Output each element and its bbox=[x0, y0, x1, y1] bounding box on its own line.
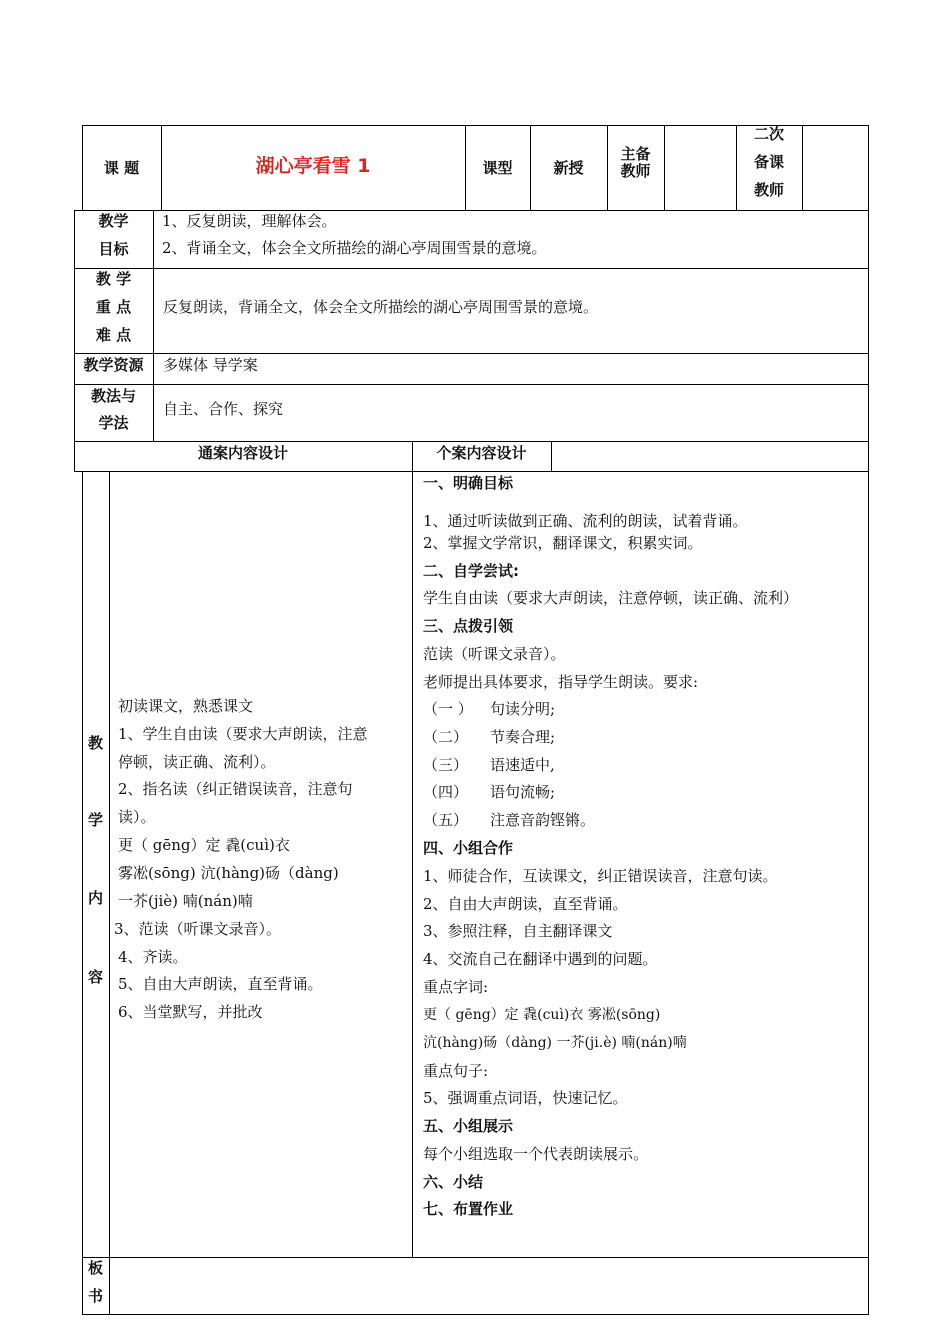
common-line: 4、齐读。 bbox=[118, 948, 188, 966]
section-item: 3、参照注释，自主翻译课文 bbox=[423, 922, 613, 940]
content-label: 内 bbox=[87, 889, 103, 907]
common-line: 5、自由大声朗读，直至背诵。 bbox=[118, 975, 323, 993]
common-design-header: 通案内容设计 bbox=[197, 444, 288, 462]
methods-label: 教法与 bbox=[90, 387, 136, 405]
requirement-number: （五） bbox=[423, 811, 469, 829]
section-heading: 一、明确目标 bbox=[423, 474, 514, 492]
rule bbox=[82, 1314, 869, 1315]
content-label: 教 bbox=[87, 734, 103, 752]
goal-item: 2、背诵全文，体会全文所描绘的湖心亭周围雪景的意境。 bbox=[162, 239, 547, 257]
section-item: 范读（听课文录音）。 bbox=[423, 645, 566, 663]
resources-text: 多媒体 导学案 bbox=[163, 356, 258, 374]
section-item: 重点句子: bbox=[423, 1062, 489, 1080]
rule bbox=[82, 1257, 869, 1258]
common-line: 更（ gēng）定 毳(cuì)衣 bbox=[118, 836, 290, 854]
common-line: 2、指名读（纠正错误读音，注意句 bbox=[118, 780, 353, 798]
goals-label: 目标 bbox=[98, 240, 129, 258]
common-line: 停顿，读正确、流利）。 bbox=[118, 753, 276, 771]
common-line: 一芥(jiè) 喃(nán)喃 bbox=[118, 892, 253, 910]
common-line: 6、当堂默写，并批改 bbox=[118, 1003, 263, 1021]
rule bbox=[153, 210, 154, 442]
section-item: 更（ gēng）定 毳(cuì)衣 雾凇(sōng) bbox=[423, 1007, 661, 1023]
section-item: 5、强调重点词语，快速记忆。 bbox=[423, 1089, 628, 1107]
section-item: 沆(hàng)砀（dàng) 一芥(ji.è) 喃(nán)喃 bbox=[423, 1035, 687, 1051]
requirement-number: （一 ） bbox=[423, 700, 473, 718]
content-label: 容 bbox=[87, 968, 103, 986]
section-item: 学生自由读（要求大声朗读，注意停顿，读正确、流利） bbox=[423, 589, 799, 607]
key-points-text: 反复朗读，背诵全文，体会全文所描绘的湖心亭周围雪景的意境。 bbox=[163, 298, 599, 316]
common-line: 3、范读（听课文录音）。 bbox=[114, 920, 282, 938]
section-heading: 五、小组展示 bbox=[423, 1117, 514, 1135]
section-item: 2、掌握文学常识，翻译课文，积累实词。 bbox=[423, 534, 703, 552]
type-value: 新授 bbox=[553, 159, 584, 177]
board-label: 书 bbox=[87, 1287, 103, 1305]
content-label: 学 bbox=[87, 811, 103, 829]
section-heading: 三、点拨引领 bbox=[423, 617, 514, 635]
common-line: 雾凇(sōng) 沆(hàng)砀（dàng) bbox=[118, 864, 339, 882]
section-item: 4、交流自己在翻译中遇到的问题。 bbox=[423, 950, 658, 968]
section-item: 2、自由大声朗读，直至背诵。 bbox=[423, 895, 628, 913]
rule bbox=[664, 125, 665, 211]
requirement-number: （三） bbox=[423, 756, 469, 774]
requirement-text: 句读分明; bbox=[490, 700, 556, 718]
goals-label: 教学 bbox=[98, 212, 129, 230]
section-item: 每个小组选取一个代表朗读展示。 bbox=[423, 1145, 649, 1163]
requirement-text: 语速适中, bbox=[490, 756, 555, 774]
rule bbox=[74, 441, 869, 442]
rule bbox=[551, 441, 552, 472]
key-points-label: 教 学 bbox=[95, 270, 132, 288]
rule bbox=[412, 441, 413, 1257]
second-teacher-label: 教师 bbox=[753, 181, 784, 199]
requirement-text: 节奏合理; bbox=[490, 728, 556, 746]
common-line: 1、学生自由读（要求大声朗读，注意 bbox=[118, 725, 368, 743]
requirement-number: （四） bbox=[423, 783, 469, 801]
lesson-title: 湖心亭看雪 1 bbox=[255, 155, 371, 177]
board-label: 板 bbox=[87, 1259, 103, 1277]
section-heading: 四、小组合作 bbox=[423, 839, 514, 857]
key-points-label: 重 点 bbox=[95, 298, 132, 316]
rule bbox=[74, 210, 869, 211]
rule bbox=[74, 384, 869, 385]
requirement-number: （二） bbox=[423, 728, 469, 746]
individual-design-header: 个案内容设计 bbox=[436, 444, 527, 462]
section-item: 重点字词: bbox=[423, 978, 489, 996]
section-item: 1、师徒合作，互读课文，纠正错误读音，注意句读。 bbox=[423, 867, 778, 885]
topic-label: 课 题 bbox=[103, 159, 140, 177]
main-teacher-label: 主备 bbox=[620, 145, 651, 163]
requirement-text: 注意音韵铿锵。 bbox=[490, 811, 596, 829]
methods-label: 学法 bbox=[98, 414, 129, 432]
second-teacher-label: 二次 bbox=[753, 125, 784, 143]
section-heading: 六、小结 bbox=[423, 1173, 484, 1191]
rule bbox=[74, 353, 869, 354]
goal-item: 1、反复朗读，理解体会。 bbox=[162, 212, 337, 230]
rule bbox=[802, 125, 803, 211]
resources-label: 教学资源 bbox=[83, 356, 144, 374]
section-heading: 二、自学尝试: bbox=[423, 562, 519, 580]
main-teacher-label: 教师 bbox=[620, 162, 651, 180]
second-teacher-label: 备课 bbox=[753, 153, 784, 171]
rule bbox=[109, 471, 110, 1315]
section-item: 1、通过听读做到正确、流利的朗读，试着背诵。 bbox=[423, 512, 748, 530]
type-label: 课型 bbox=[482, 159, 513, 177]
section-heading: 七、布置作业 bbox=[423, 1200, 514, 1218]
rule bbox=[868, 125, 869, 1315]
common-line: 读）。 bbox=[118, 808, 156, 826]
rule bbox=[74, 471, 869, 472]
common-line: 初读课文，熟悉课文 bbox=[118, 697, 254, 715]
rule bbox=[74, 268, 869, 269]
section-item: 老师提出具体要求，指导学生朗读。要求: bbox=[423, 673, 699, 691]
key-points-label: 难 点 bbox=[95, 326, 132, 344]
methods-text: 自主、合作、探究 bbox=[163, 400, 284, 418]
requirement-text: 语句流畅; bbox=[490, 783, 556, 801]
